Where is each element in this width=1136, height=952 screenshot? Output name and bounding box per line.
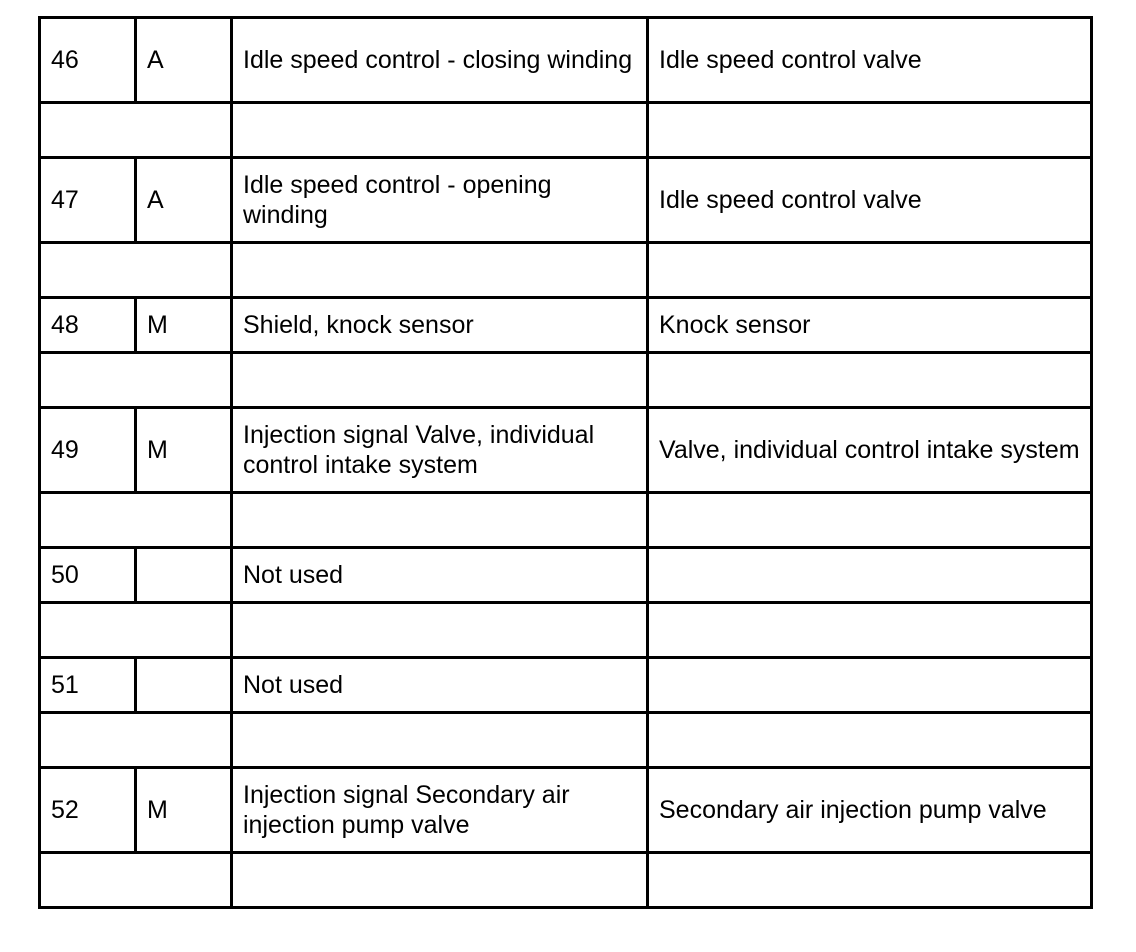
- spacer-row: [40, 603, 1092, 658]
- component-cell: [648, 548, 1092, 603]
- signal-type-cell: [136, 548, 232, 603]
- spacer-cell: [40, 603, 232, 658]
- spacer-cell: [232, 713, 648, 768]
- table-row: [40, 768, 1092, 853]
- component-cell: Idle speed control valve: [648, 158, 1092, 243]
- spacer-cell: [648, 493, 1092, 548]
- signal-type-cell: M: [136, 768, 232, 853]
- table-row: [40, 158, 1092, 243]
- table-row: [40, 548, 1092, 603]
- function-cell: Not used: [232, 658, 648, 713]
- function-cell: Shield, knock sensor: [232, 298, 648, 353]
- spacer-cell: [648, 353, 1092, 408]
- component-cell: Valve, individual control intake system: [648, 408, 1092, 493]
- table-row: [40, 408, 1092, 493]
- spacer-cell: [40, 243, 232, 298]
- function-cell: Idle speed control - closing winding: [232, 18, 648, 103]
- spacer-row: [40, 853, 1092, 908]
- spacer-cell: [648, 243, 1092, 298]
- component-cell: Secondary air injection pump valve: [648, 768, 1092, 853]
- pin-number-cell: 52: [40, 768, 136, 853]
- function-cell: Injection signal Valve, individual control intake system: [232, 408, 648, 493]
- spacer-cell: [40, 103, 232, 158]
- spacer-cell: [648, 713, 1092, 768]
- pin-number-cell: 50: [40, 548, 136, 603]
- spacer-cell: [40, 493, 232, 548]
- component-cell: [648, 658, 1092, 713]
- spacer-cell: [232, 853, 648, 908]
- spacer-cell: [648, 603, 1092, 658]
- spacer-cell: [232, 493, 648, 548]
- spacer-cell: [648, 103, 1092, 158]
- table-row: [40, 298, 1092, 353]
- spacer-row: [40, 243, 1092, 298]
- function-cell: Injection signal Secondary air injection pump valve: [232, 768, 648, 853]
- signal-type-cell: A: [136, 18, 232, 103]
- function-cell: Idle speed control - opening winding: [232, 158, 648, 243]
- signal-type-cell: M: [136, 408, 232, 493]
- spacer-cell: [232, 243, 648, 298]
- spacer-row: [40, 713, 1092, 768]
- signal-type-cell: A: [136, 158, 232, 243]
- pin-number-cell: 51: [40, 658, 136, 713]
- spacer-cell: [40, 353, 232, 408]
- spacer-cell: [232, 353, 648, 408]
- table-row: [40, 18, 1092, 103]
- spacer-cell: [40, 713, 232, 768]
- signal-type-cell: [136, 658, 232, 713]
- spacer-row: [40, 103, 1092, 158]
- spacer-cell: [232, 603, 648, 658]
- pin-number-cell: 48: [40, 298, 136, 353]
- pin-number-cell: 49: [40, 408, 136, 493]
- spacer-cell: [232, 103, 648, 158]
- spacer-cell: [40, 853, 232, 908]
- pin-number-cell: 47: [40, 158, 136, 243]
- pin-assignment-table: [38, 16, 1093, 909]
- function-cell: Not used: [232, 548, 648, 603]
- component-cell: Knock sensor: [648, 298, 1092, 353]
- table-row: [40, 658, 1092, 713]
- spacer-row: [40, 493, 1092, 548]
- component-cell: Idle speed control valve: [648, 18, 1092, 103]
- pin-number-cell: 46: [40, 18, 136, 103]
- signal-type-cell: M: [136, 298, 232, 353]
- spacer-row: [40, 353, 1092, 408]
- spacer-cell: [648, 853, 1092, 908]
